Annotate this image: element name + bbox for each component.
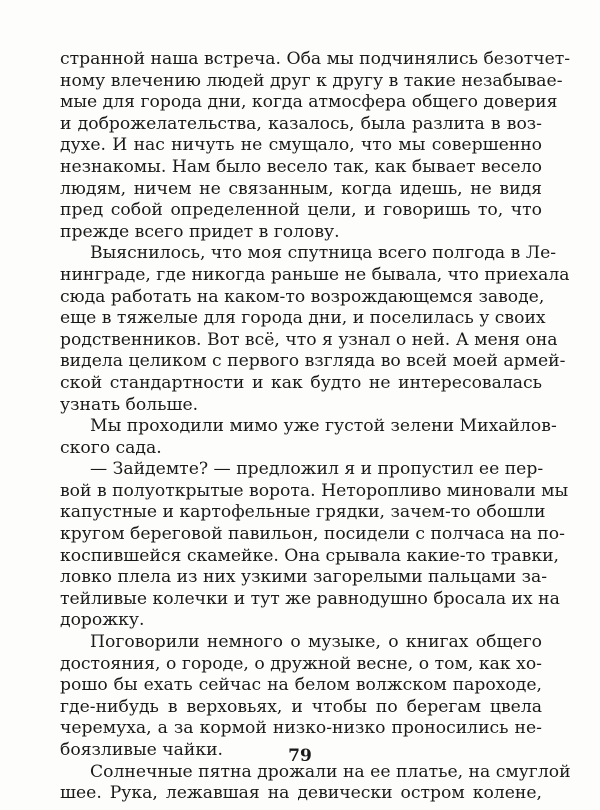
text-line: Солнечные пятна дрожали на ее платье, на смуглой: [90, 761, 571, 782]
text-line: Выяснилось, что моя спутница всего полгода в Ле-: [90, 243, 557, 264]
text-line: родственников. Вот всё, что я узнал о ней. А меня она: [60, 329, 558, 350]
text-line: — Зайдемте? — предложил я и пропустил ее пер-: [90, 459, 544, 480]
text-line: еще в тяжелые для города дни, и поселилась у своих: [60, 308, 546, 329]
paragraph-2: [60, 243, 570, 416]
body-text: [60, 49, 571, 805]
paragraph-5: [60, 632, 542, 762]
text-line: Поговорили немного о музыке, о книгах общего: [90, 632, 542, 653]
text-line: прежде всего придет в голову.: [60, 221, 340, 242]
text-line: ному влечению людей друг к другу в такие незабывае-: [60, 70, 563, 91]
text-line: рошо бы ехать сейчас на белом волжском пароходе,: [60, 675, 542, 696]
text-line: ского сада.: [60, 437, 162, 458]
paragraph-6: [60, 761, 571, 805]
text-line: пред собой определенной цели, и говоришь то, что: [60, 200, 542, 221]
text-line: вой в полуоткрытые ворота. Неторопливо миновали мы: [60, 480, 569, 501]
text-line: где-нибудь в верховьях, и чтобы по берегам цвела: [60, 696, 542, 717]
paragraph-3: [60, 416, 557, 459]
text-line: незнакомы. Нам было весело так, как бывает весело: [60, 156, 542, 177]
text-line: людям, ничем не связанным, когда идешь, не видя: [60, 178, 542, 199]
text-line: капустные и картофельные грядки, зачем-то обошли: [60, 502, 546, 523]
text-line: духе. И нас ничуть не смущало, что мы совершенно: [60, 135, 542, 156]
text-line: тейливые колечки и тут же равнодушно бросала их на: [60, 588, 560, 609]
text-line: коспившейся скамейке. Она срывала какие-то травки,: [60, 545, 559, 566]
text-line: ловко плела из них узкими загорелыми пальцами за-: [60, 567, 548, 588]
text-line: дорожку.: [60, 610, 145, 631]
text-line: узнать больше.: [60, 394, 199, 415]
text-line: черемуха, а за кормой низко-низко проносились не-: [60, 718, 542, 739]
text-line: кругом береговой павильон, посидели с полчаса на по-: [60, 524, 565, 545]
text-line: Мы проходили мимо уже густой зелени Михайлов-: [90, 416, 557, 437]
text-line: мые для города дни, когда атмосфера общего доверия: [60, 92, 558, 113]
text-line: нинграде, где никогда раньше не бывала, что приехала: [60, 264, 570, 285]
paragraph-1: [60, 49, 571, 243]
text-line: сюда работать на каком-то возрождающемся заводе,: [60, 286, 545, 307]
text-line: странной наша встреча. Оба мы подчинялись безотчет-: [60, 49, 571, 69]
text-line: боязливые чайки.: [60, 740, 224, 760]
text-line: шее. Рука, лежавшая на девически остром колене,: [60, 783, 542, 804]
text-line: видела целиком с первого взгляда во всей моей армей-: [60, 351, 566, 372]
text-line: и доброжелательства, казалось, была разлита в воз-: [60, 113, 542, 134]
text-line: достояния, о городе, о дружной весне, о том, как хо-: [60, 653, 542, 674]
paragraph-4: [60, 459, 569, 632]
page-number: 79: [288, 746, 312, 766]
text-line: ской стандартности и как будто не интересовалась: [60, 372, 542, 393]
